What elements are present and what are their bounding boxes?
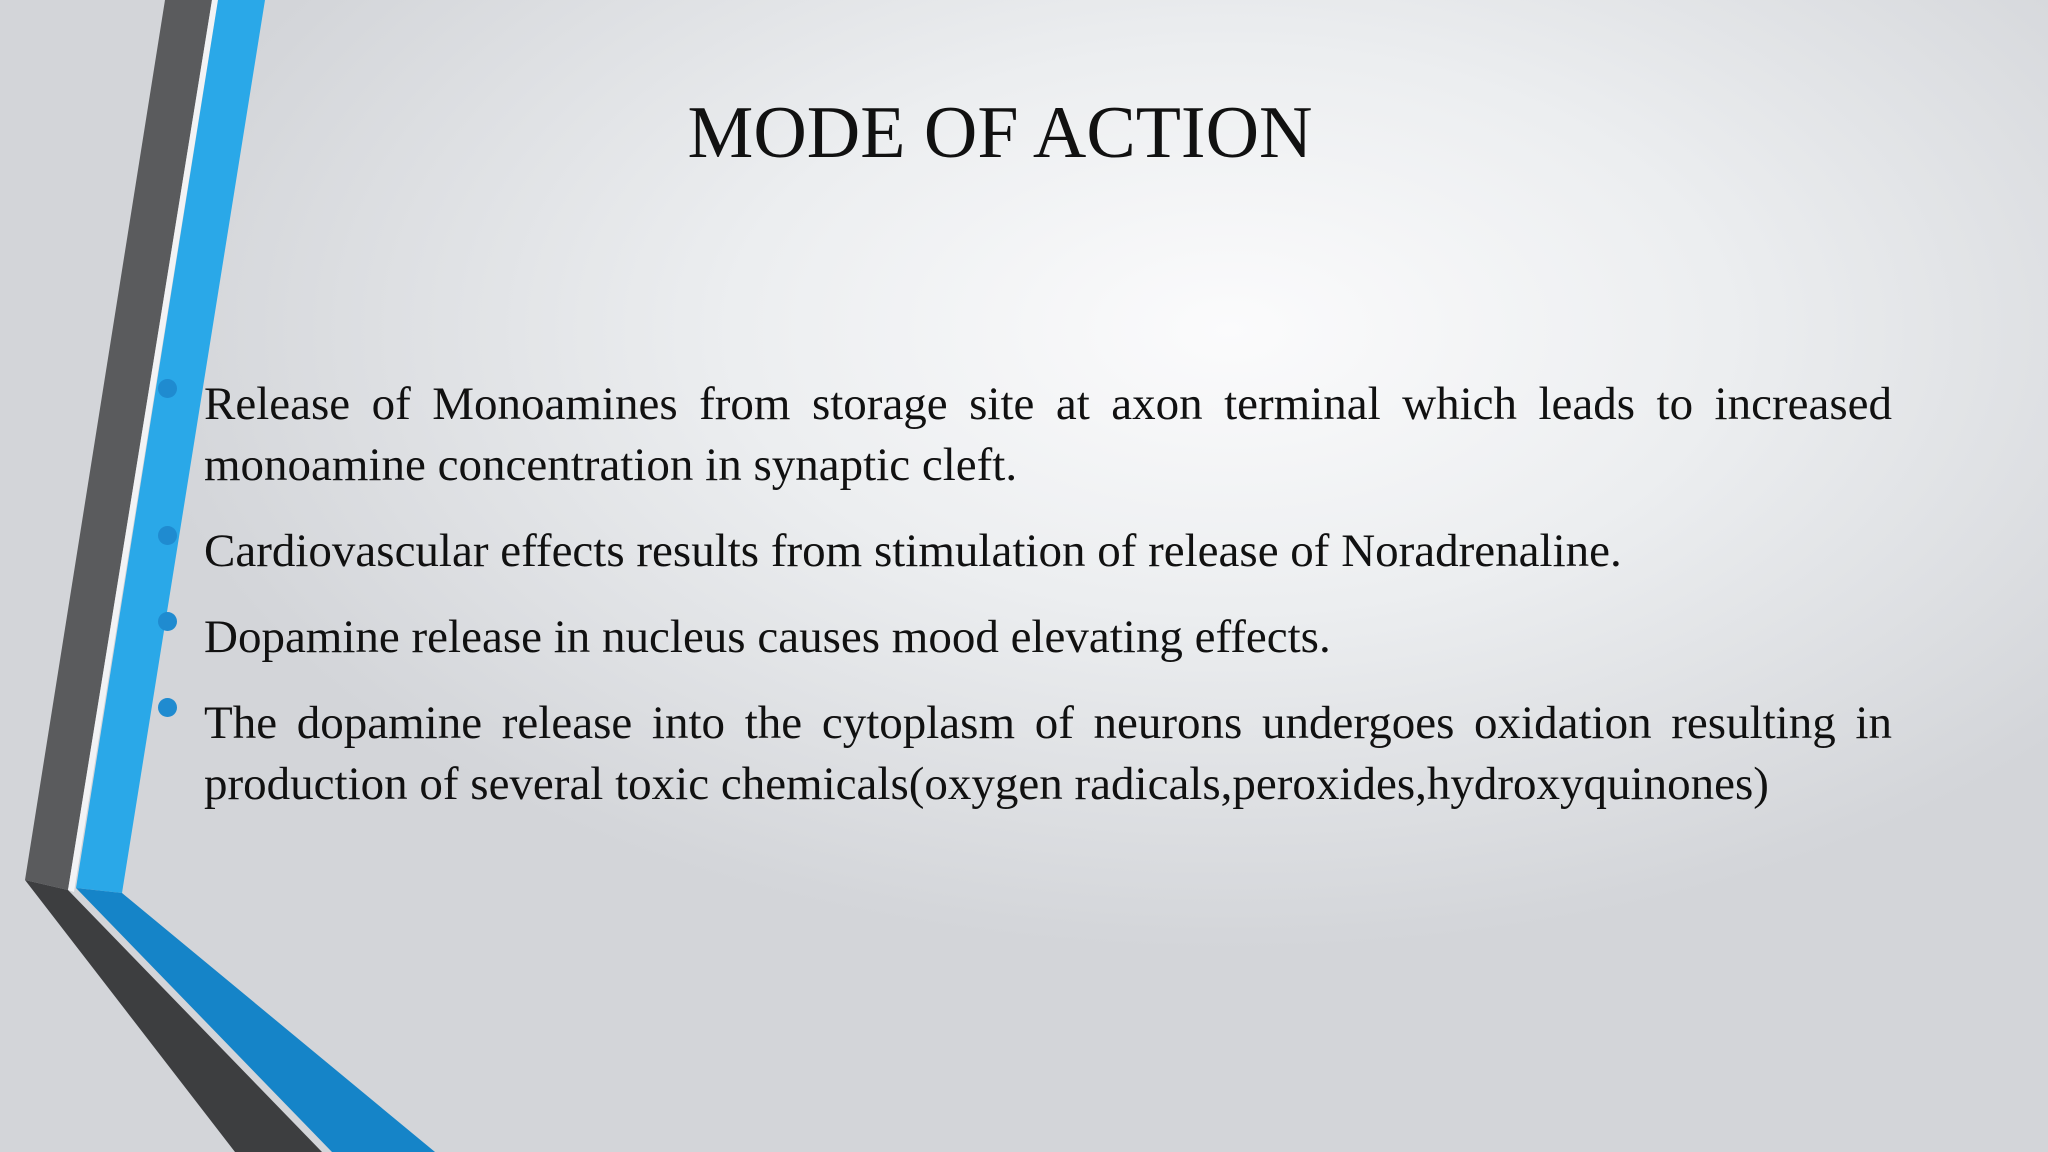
bullet-item [204,693,1892,815]
bullet-text: The dopamine release into the cytoplasm of neurons undergoes oxidation resulting in production of several toxic chemicals(oxygen radicals,peroxides,hydroxyquinones) [204,697,1892,810]
slide-title: MODE OF ACTION [687,92,1313,174]
bullet-item [204,521,1892,582]
bullet-list [204,374,1892,840]
bullet-dot-icon [158,698,177,717]
bullet-dot-icon [158,612,177,631]
gray-stripe-lower [25,880,322,1152]
bullet-item [204,607,1892,668]
bullet-dot-icon [158,379,177,398]
bullet-text: Release of Monoamines from storage site at axon terminal which leads to increased monoamine concentration in synaptic cleft. [204,378,1892,491]
bullet-dot-icon [158,526,177,545]
bullet-item [204,374,1892,496]
bullet-text: Dopamine release in nucleus causes mood elevating effects. [204,611,1331,663]
bullet-text: Cardiovascular effects results from stimulation of release of Noradrenaline. [204,525,1622,577]
